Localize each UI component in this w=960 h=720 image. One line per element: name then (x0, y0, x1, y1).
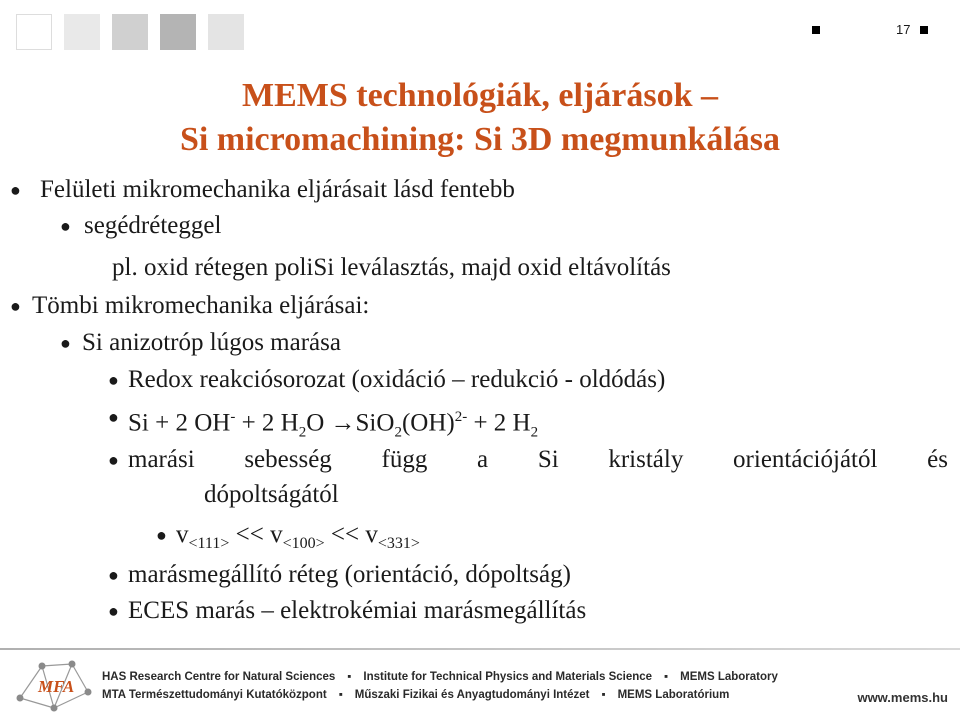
page-number: 17 (896, 22, 911, 37)
bullet-text: Si anizotróp lúgos marása (82, 329, 341, 356)
logo-text: MFA (38, 677, 75, 696)
deco-square-4 (160, 14, 196, 50)
bullet-icon: ● (108, 450, 119, 470)
website-link[interactable]: www.mems.hu (857, 690, 948, 705)
bullet-icon: ● (108, 565, 119, 585)
etch-rate-comparison: $v_{<111>} << v_{<100>} << v_{<331>}$ (176, 521, 420, 552)
arrow-icon: → (330, 409, 356, 437)
justified-bullet-text: marási sebesség függ a Si kristály orientációjától és (128, 446, 948, 473)
page-number-area (812, 22, 928, 37)
bullet-icon: ● (108, 601, 119, 621)
slide-title-line1: MEMS technológiák, eljárások – (242, 77, 718, 114)
deco-square-2 (64, 14, 100, 50)
bullet-icon: ● (60, 216, 71, 236)
footer (0, 652, 960, 720)
deco-square-5 (208, 14, 244, 50)
bullet-icon: ● (10, 296, 21, 316)
continuation-text: dópoltságától (204, 481, 339, 508)
slide-title-line2: Si micromachining: Si 3D megmunkálása (179, 121, 781, 158)
square-bullet-icon (812, 26, 820, 34)
bullet-text: ECES marás – elektrokémiai marásmegállítás (128, 597, 587, 624)
footer-row-hungarian: MTA Természettudományi Kutatóközpont ▪ Műszaki Fizikai és Anyagtudományi Intézet ▪ MEMS Laboratórium (102, 689, 730, 701)
chemical-equation: Si + 2 OH- + 2 $H_2O \to SiO_2(OH)^{2-} + 2$ $H_2$ (128, 409, 539, 441)
mfa-logo (14, 656, 94, 716)
footer-divider (0, 648, 960, 650)
bullet-text: Redox reakciósorozat (oxidáció – redukció - oldódás) (128, 366, 666, 393)
bullet-icon: ● (10, 180, 21, 200)
bullet-text: Felületi mikromechanika eljárásait lásd fentebb (40, 176, 515, 203)
indented-text: pl. oxid rétegen poliSi leválasztás, majd oxid eltávolítás (112, 254, 671, 281)
deco-square-3 (112, 14, 148, 50)
bullet-icon: ● (60, 333, 71, 353)
square-bullet-icon (920, 26, 928, 34)
footer-institutions (102, 668, 778, 704)
deco-square-1 (16, 14, 52, 50)
bullet-text: Tömbi mikromechanika eljárásai: (32, 292, 370, 319)
bullet-icon: ● (156, 525, 167, 545)
bullet-icon: ● (108, 370, 119, 390)
bullet-text: marásmegállító réteg (orientáció, dópoltság) (128, 561, 571, 588)
bullet-text: segédréteggel (84, 212, 222, 239)
bullet-icon: ● (108, 407, 119, 427)
footer-row-english: HAS Research Centre for Natural Sciences ▪ Institute for Technical Physics and Materials Science ▪ MEMS Laboratory (102, 671, 778, 683)
